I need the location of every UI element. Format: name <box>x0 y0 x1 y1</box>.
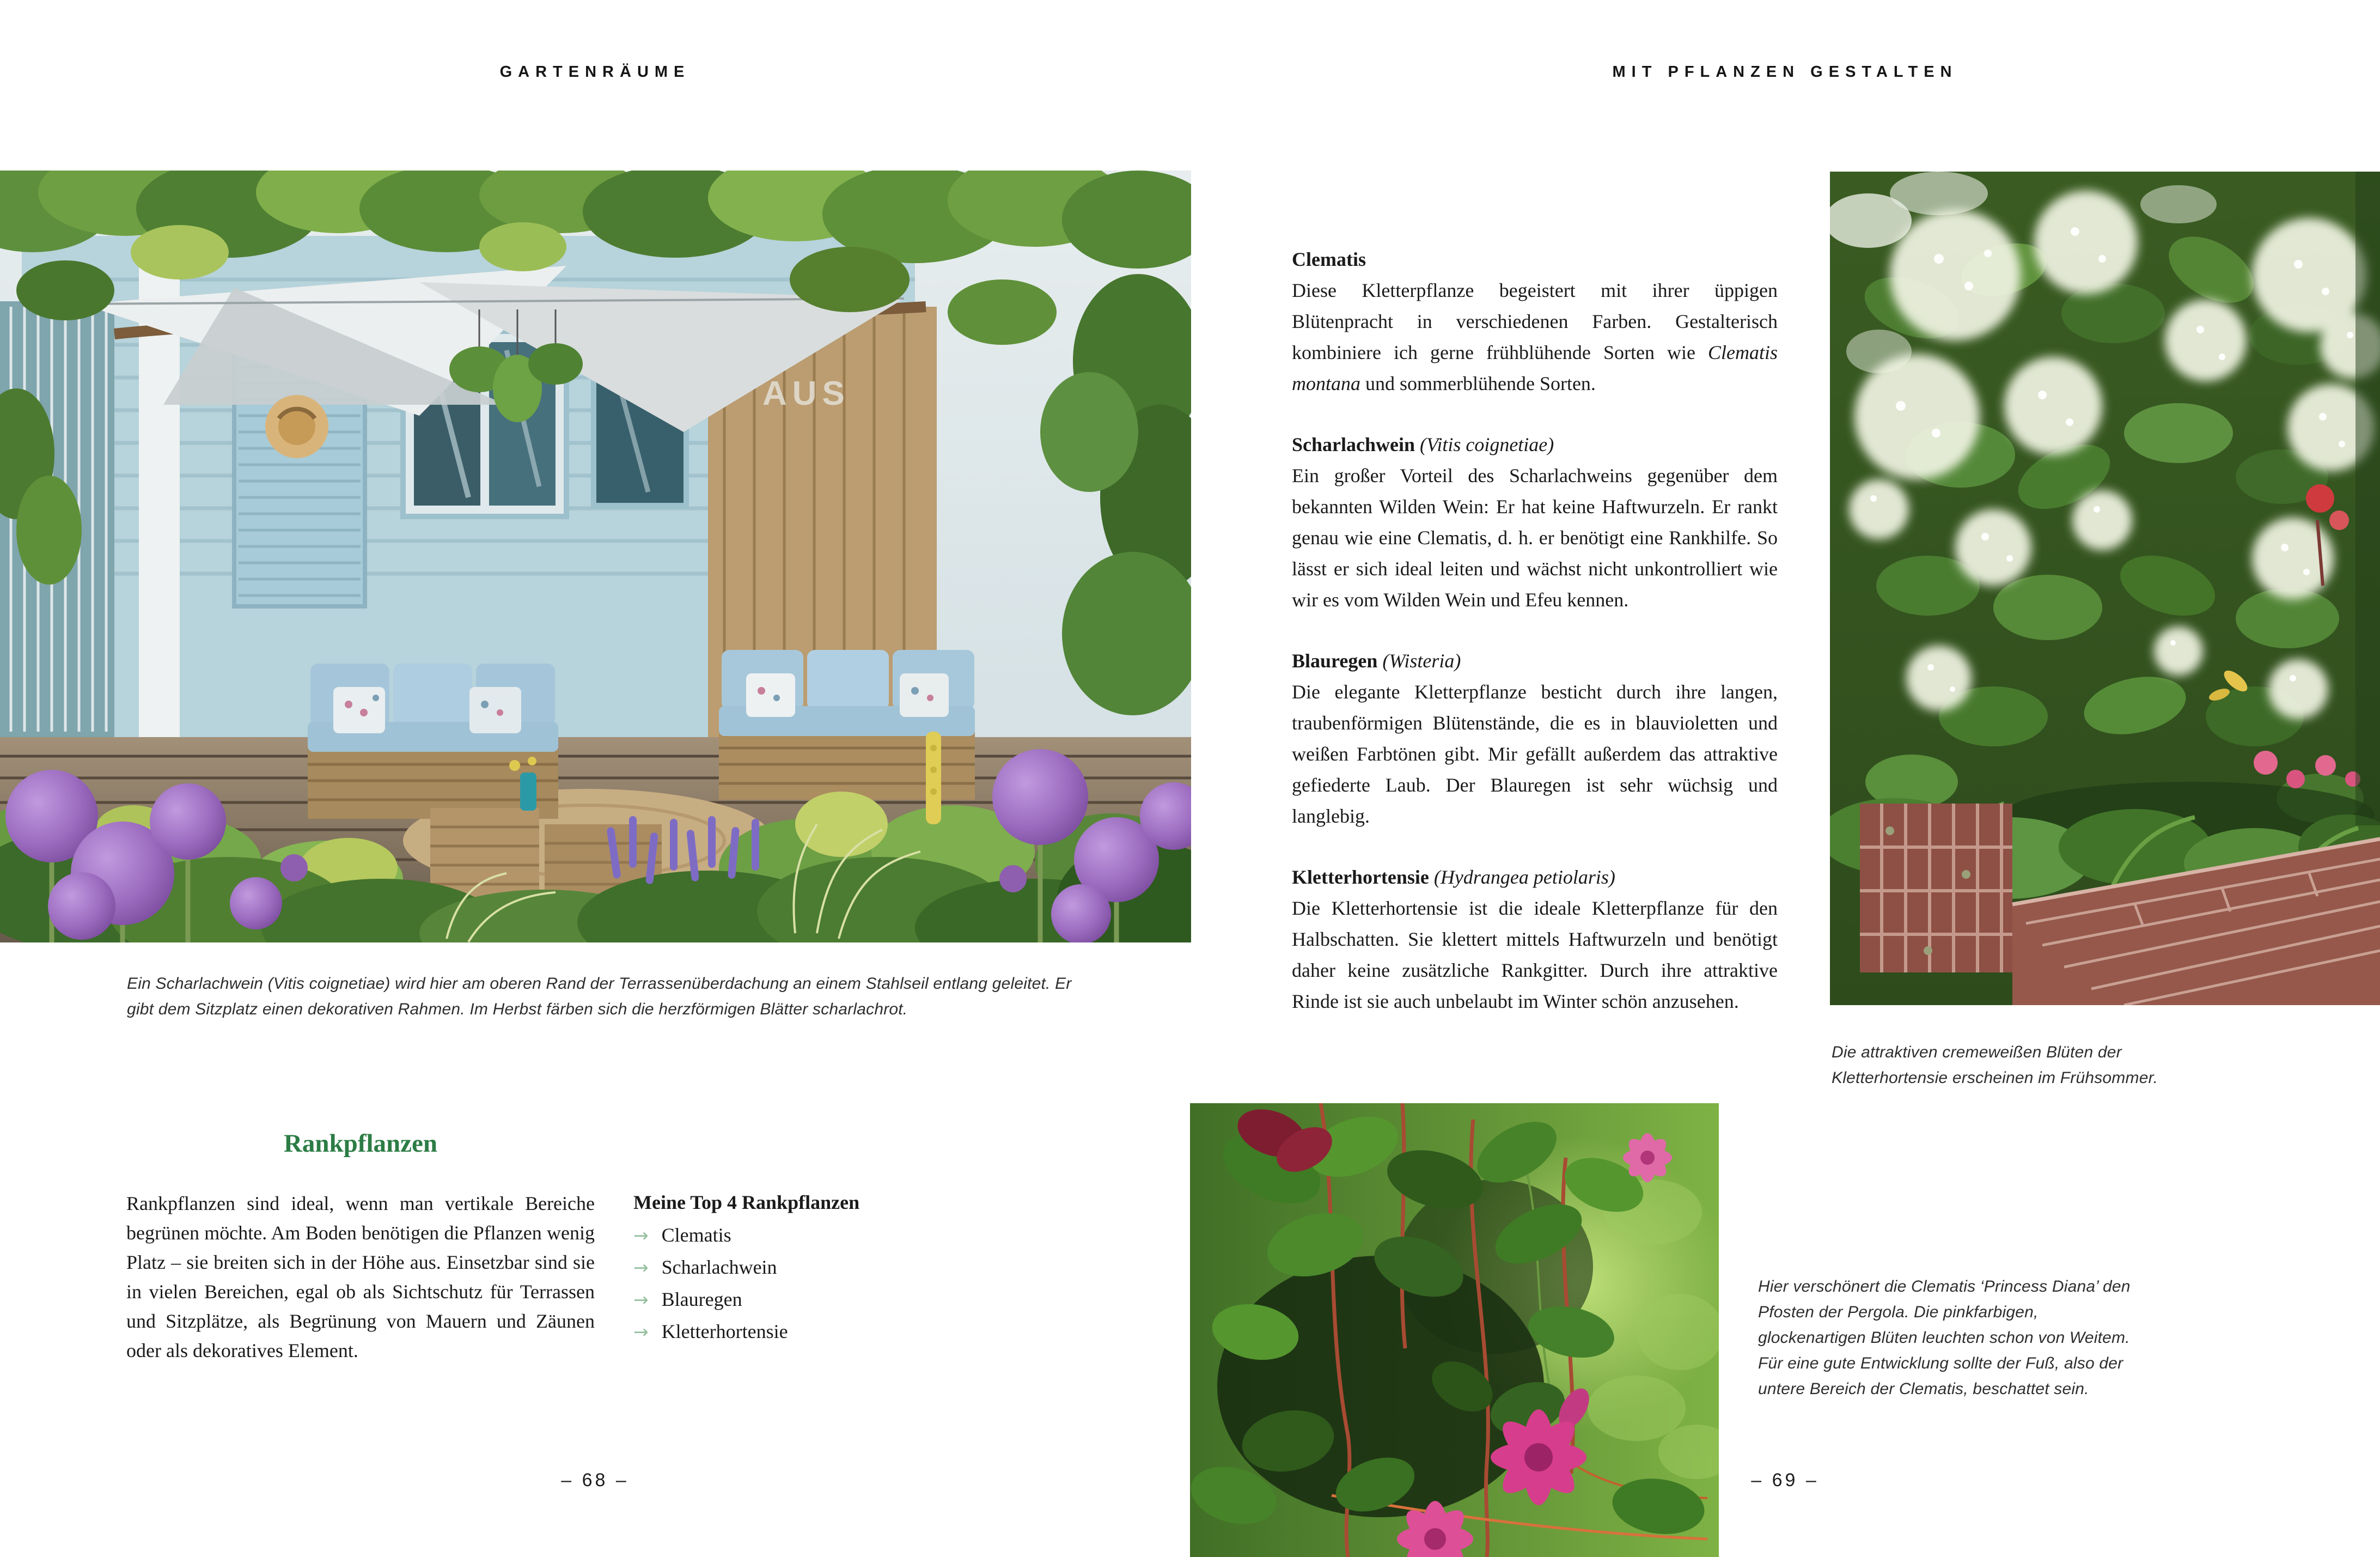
section-heading-rankpflanzen: Rankpflanzen <box>283 1129 438 1158</box>
list-item-label: Scharlachwein <box>661 1256 777 1278</box>
section-kletterhortensie <box>1292 862 1778 1017</box>
section-latin-name: (Vitis coignetiae) <box>1420 434 1554 455</box>
list-item-label: Blauregen <box>661 1288 742 1310</box>
arrow-bullet-icon: → <box>633 1257 649 1278</box>
list-item <box>633 1289 895 1310</box>
section-heading: Kletterhortensie <box>1292 866 1429 888</box>
section-blauregen <box>1292 646 1778 832</box>
top4-list <box>633 1191 895 1342</box>
section-clematis <box>1292 244 1778 399</box>
page-number-left: – 68 – <box>561 1470 629 1491</box>
list-item-label: Clematis <box>661 1224 731 1246</box>
arrow-bullet-icon: → <box>633 1321 649 1342</box>
section-scharlachwein <box>1292 429 1778 616</box>
section-heading: Clematis <box>1292 248 1366 270</box>
photo-wall-lettering: AUS <box>762 375 850 412</box>
section-paragraph: Die Kletterhortensie ist die ideale Kletterpflanze für den Halbschatten. Sie klettert mittels Haftwurzeln und benötigt daher keine zusätzliche Rankgitter. Durch ihre attraktive Rinde ist sie auch unbelaubt im Winter schön anzusehen. <box>1292 897 1778 1012</box>
page-number-right: – 69 – <box>1751 1470 1819 1491</box>
left-running-head: GARTENRÄUME <box>499 63 691 81</box>
arrow-bullet-icon: → <box>633 1225 649 1246</box>
list-item <box>633 1257 895 1278</box>
plant-descriptions-column <box>1292 244 1778 1047</box>
list-item <box>633 1321 895 1342</box>
paragraph-text: und sommerblühende Sorten. <box>1360 373 1596 394</box>
section-paragraph <box>1292 275 1778 399</box>
top4-list-title: Meine Top 4 Rankpflanzen <box>633 1191 860 1213</box>
section-latin-name: (Hydrangea petiolaris) <box>1433 866 1615 888</box>
hydrangea-photo-illustration <box>1830 172 2380 1005</box>
section-paragraph: Die elegante Kletterpflanze besticht durch ihre langen, traubenförmigen Blütenstände, die es in blauvioletten und weißen Farbtönen gibt. Mir gefällt außerdem das attraktive gefiederte Laub. Der Blauregen ist sehr wüchsig und langlebig. <box>1292 681 1778 827</box>
hydrangea-photo <box>1830 172 2380 1005</box>
hydrangea-photo-caption: Die attraktiven cremeweißen Blüten der Kletterhortensie erscheinen im Frühsommer. <box>1832 1043 2158 1087</box>
latin-term: Clematis montana <box>1292 342 1778 394</box>
clematis-photo-caption: Hier verschönert die Clematis ‘Princess Diana’ den Pfosten der Pergola. Die pinkfarbigen, glockenartigen Blüten leuchten schon von Weitem. Für eine gute Entwicklung sollte der Fuß, also der untere Bereich der Clematis, beschattet sein. <box>1758 1278 2131 1398</box>
list-item-label: Kletterhortensie <box>661 1321 788 1342</box>
terrace-photo <box>0 171 1191 942</box>
list-item <box>633 1225 895 1246</box>
right-running-head: MIT PFLANZEN GESTALTEN <box>1612 63 1958 81</box>
terrace-photo-illustration <box>0 171 1191 942</box>
arrow-bullet-icon: → <box>633 1289 649 1310</box>
section-heading: Blauregen <box>1292 650 1378 672</box>
rankpflanzen-paragraph: Rankpflanzen sind ideal, wenn man vertikale Bereiche begrünen möchte. Am Boden benötigen die Pflanzen wenig Platz – sie breiten sich in der Höhe aus. Einsetzbar sind sie in vielen Bereichen, egal ob als Sichtschutz für Terrassen und Sitzplätze, als Begrünung von Mauern und Zäunen oder als dekoratives Element. <box>126 1193 595 1361</box>
terrace-photo-caption: Ein Scharlachwein (Vitis coignetiae) wird hier am oberen Rand der Terrassenüberdachung an einem Stahlseil entlang geleitet. Er gibt dem Sitzplatz einen dekorativen Rahmen. Im Herbst färben sich die herzförmigen Blätter scharlachrot. <box>127 975 1072 1018</box>
paragraph-text: Diese Kletterpflanze begeistert mit ihrer üppigen Blütenpracht in verschiedenen Farben. Gestalterisch kombiniere ich gerne frühblühende Sorten wie <box>1292 279 1778 363</box>
section-paragraph: Ein großer Vorteil des Scharlachweins gegenüber dem bekannten Wilden Wein: Er hat keine Haftwurzeln. Er rankt genau wie eine Clematis, d. h. er benötigt eine Rankhilfe. So lässt er sich ideal leiten und wächst nicht unkontrolliert wie wir es vom Wilden Wein und Efeu kennen. <box>1292 465 1778 611</box>
section-latin-name: (Wisteria) <box>1382 650 1461 672</box>
section-heading: Scharlachwein <box>1292 434 1415 455</box>
